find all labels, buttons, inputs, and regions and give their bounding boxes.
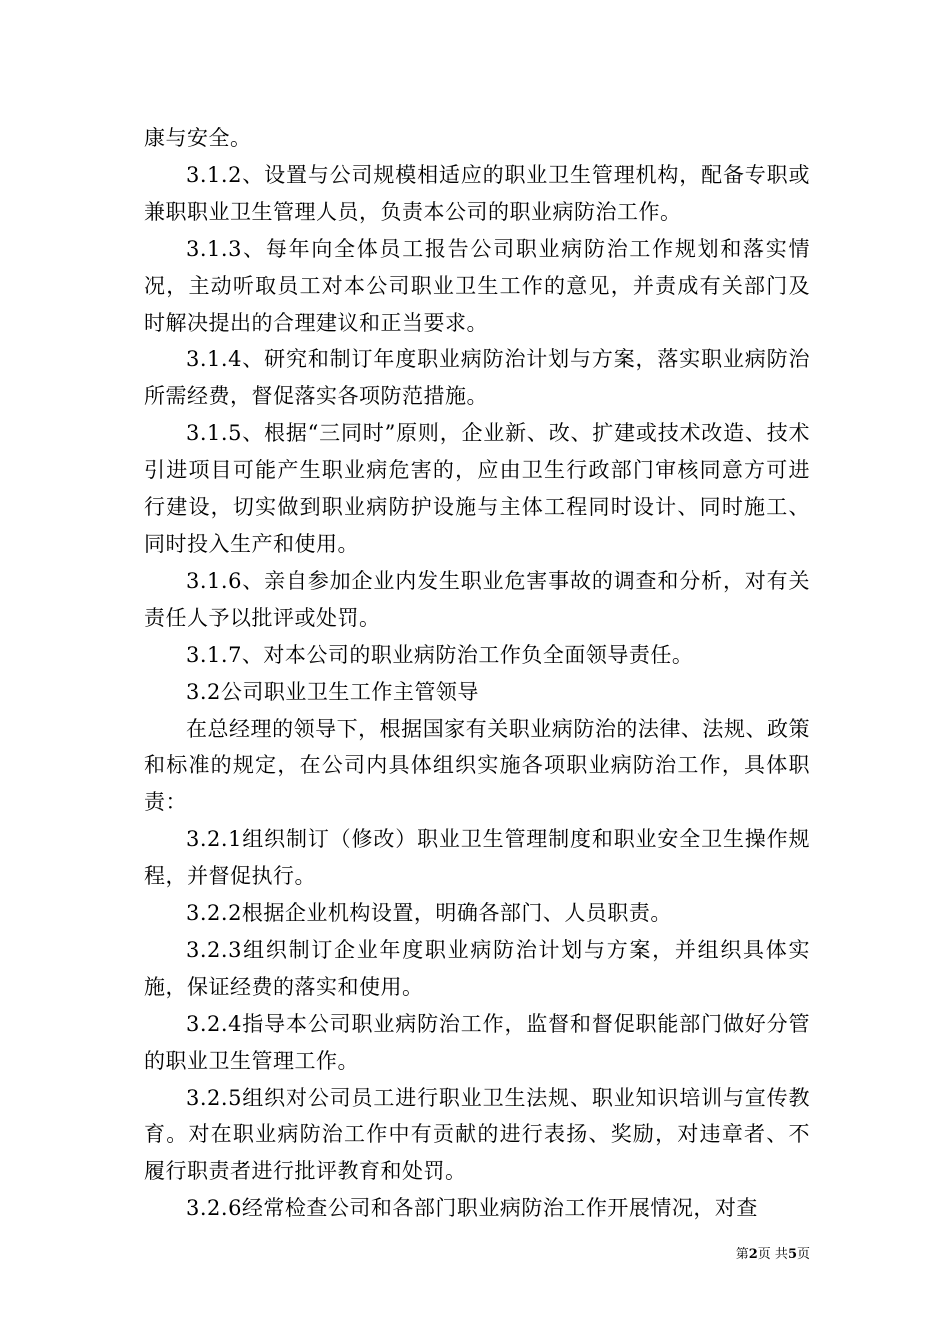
page-number-footer [700,1246,810,1264]
paragraph: 3.2.6经常检查公司和各部门职业病防治工作开展情况，对查 [186,1196,758,1221]
body-text [144,120,810,1227]
section-heading: 3.2公司职业卫生工作主管领导 [186,679,479,704]
footer-suffix: 页 [796,1247,810,1262]
paragraph: 3.2.3组织制订企业年度职业病防治计划与方案，并组织具体实施，保证经费的落实和使用。 [144,937,810,999]
paragraph: 3.1.4、研究和制订年度职业病防治计划与方案，落实职业病防治所需经费，督促落实各项防范措施。 [144,347,810,409]
footer-prefix: 第 [735,1247,749,1262]
paragraph: 3.2.5组织对公司员工进行职业卫生法规、职业知识培训与宣传教育。对在职业病防治工作中有贡献的进行表扬、奖励，对违章者、不履行职责者进行批评教育和处罚。 [144,1085,810,1184]
paragraph: 在总经理的领导下，根据国家有关职业病防治的法律、法规、政策和标准的规定，在公司内具体组织实施各项职业病防治工作，具体职责： [144,716,810,815]
paragraph: 3.1.7、对本公司的职业病防治工作负全面领导责任。 [186,642,694,667]
paragraph: 3.1.3、每年向全体员工报告公司职业病防治工作规划和落实情况，主动听取员工对本公司职业卫生工作的意见，并责成有关部门及时解决提出的合理建议和正当要求。 [144,236,810,335]
paragraph: 3.2.2根据企业机构设置，明确各部门、人员职责。 [186,901,672,926]
current-page-number: 2 [748,1247,758,1262]
paragraph: 3.1.5、根据“三同时”原则，企业新、改、扩建或技术改造、技术引进项目可能产生职业病危害的，应由卫生行政部门审核同意方可进行建设，切实做到职业病防护设施与主体工程同时设计、同时施工、同时投入生产和使用。 [144,421,810,556]
footer-middle: 页 共 [757,1247,788,1262]
paragraph: 3.1.6、亲自参加企业内发生职业危害事故的调查和分析，对有关责任人予以批评或处罚。 [144,568,810,630]
total-page-number: 5 [787,1247,797,1262]
paragraph: 3.1.2、设置与公司规模相适应的职业卫生管理机构，配备专职或兼职职业卫生管理人员，负责本公司的职业病防治工作。 [144,162,810,224]
paragraph: 3.2.1组织制订（修改）职业卫生管理制度和职业安全卫生操作规程，并督促执行。 [144,827,810,889]
paragraph: 3.2.4指导本公司职业病防治工作，监督和督促职能部门做好分管的职业卫生管理工作。 [144,1011,810,1073]
paragraph: 康与安全。 [144,126,252,150]
